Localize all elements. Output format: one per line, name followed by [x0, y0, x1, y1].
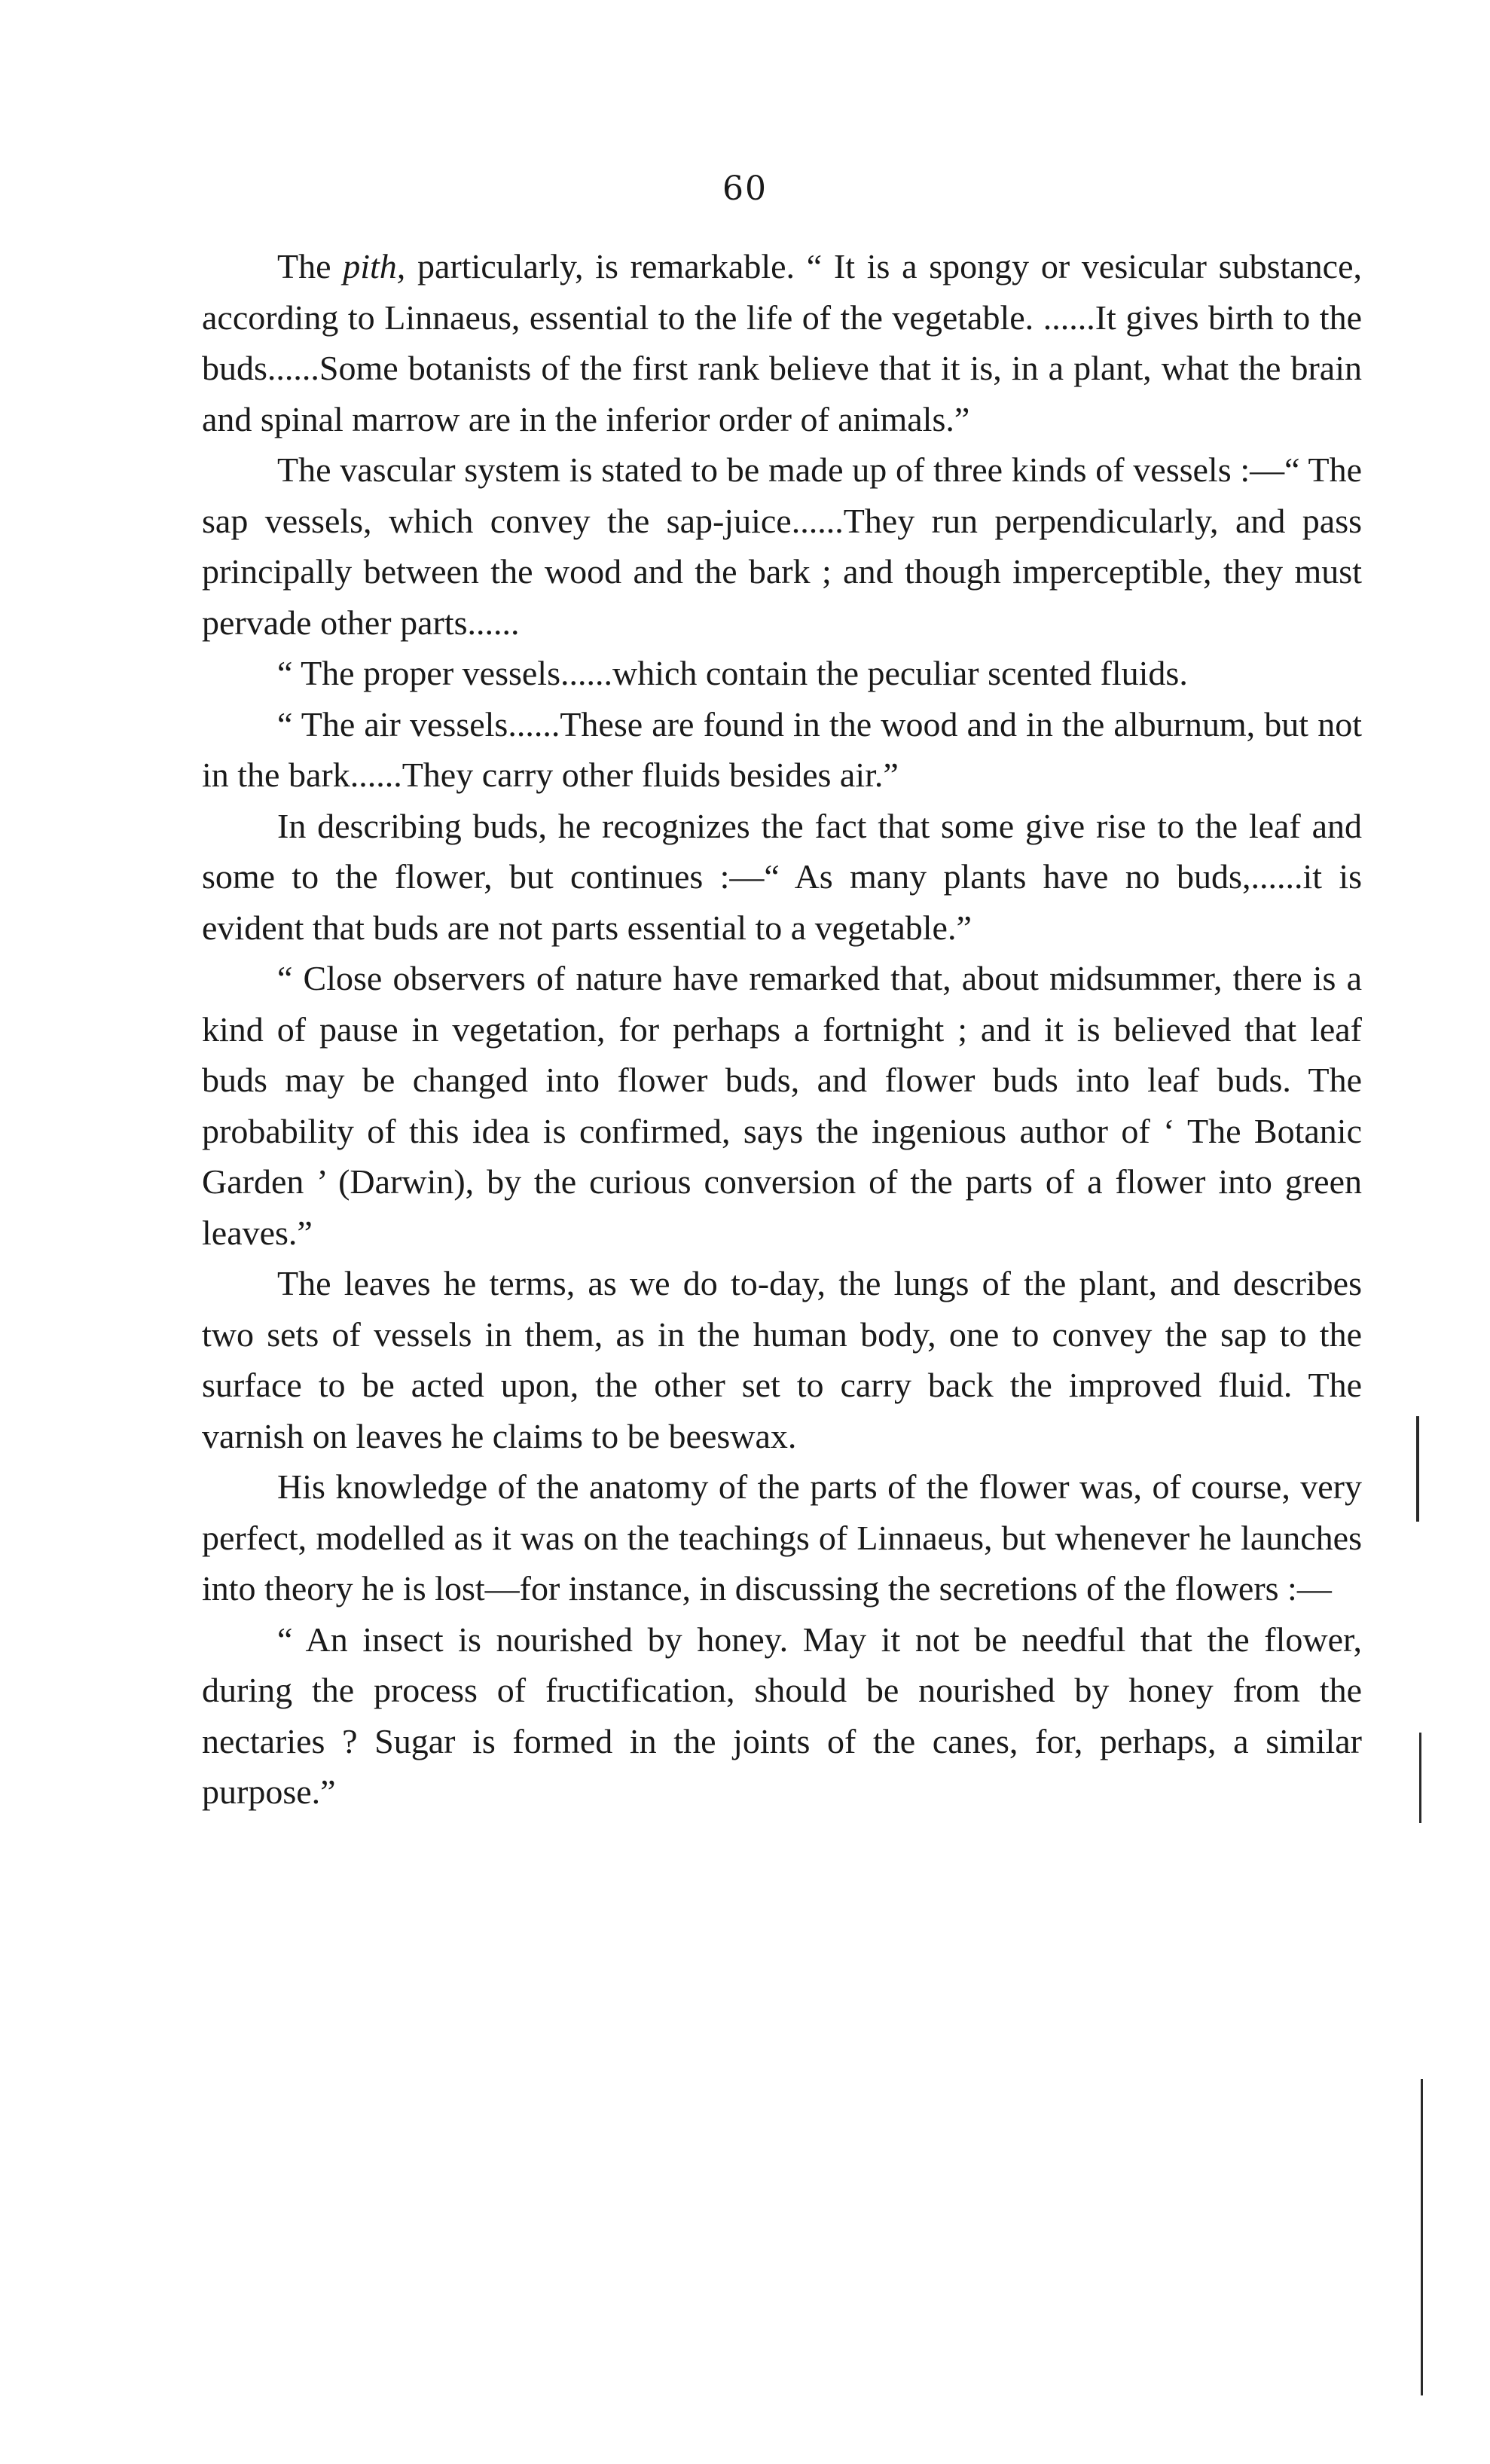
paragraph	[202, 241, 1362, 444]
paragraph-text: In describing buds, he recognizes the fact that some give rise to the leaf and some to the flower, but continues :—“ As many plants have no buds,......it is evident that buds are not parts essential to a vegetable.”	[202, 806, 1362, 947]
paragraph-text: The vascular system is stated to be made up of three kinds of vessels :—“ The sap vessels, which convey the sap-juice......They run perpendicularly, and pass principally between the wood and the bark ; and though imperceptible, they must pervade other parts......	[202, 450, 1362, 642]
paragraph	[202, 953, 1362, 1258]
paragraph	[202, 1614, 1362, 1818]
paragraph	[202, 648, 1362, 699]
paragraph-lead: The	[277, 247, 343, 285]
paragraph	[202, 1258, 1362, 1461]
scan-edge-mark	[1421, 2079, 1423, 2395]
paragraph-text: “ An insect is nourished by honey. May it not be needful that the flower, during the process of fructification, should be nourished by honey from the nectaries ? Sugar is formed in the joints of the canes, for, perhaps, a similar purpose.”	[202, 1620, 1362, 1811]
paragraph	[202, 444, 1362, 648]
paragraph-text: “ The proper vessels......which contain the peculiar scented fluids.	[277, 654, 1188, 692]
paragraph-text: His knowledge of the anatomy of the parts of the flower was, of course, very perfect, modelled as it was on the teachings of Linnaeus, but whenever he launches into theory he is lost—for instance, in discussing the secretions of the flowers :—	[202, 1467, 1362, 1608]
paragraph-text: The leaves he terms, as we do to-day, the lungs of the plant, and describes two sets of vessels in them, as in the human body, one to convey the sap to the surface to be acted upon, the other set to carry back the improved fluid. The varnish on leaves he claims to be beeswax.	[202, 1264, 1362, 1455]
body-text	[202, 241, 1362, 1818]
scan-edge-mark	[1416, 1416, 1419, 1522]
emphasized-term: pith,	[343, 247, 406, 285]
paragraph	[202, 699, 1362, 801]
page-number: 60	[722, 169, 768, 208]
paragraph	[202, 801, 1362, 954]
scan-edge-mark	[1419, 1733, 1421, 1823]
paragraph-text: particularly, is remarkable. “ It is a spongy or vesicular substance, according to Linnaeus, essential to the life of the vegetable. ......It gives birth to the buds......Some botanists of the first rank believe that it is, in a plant, what the brain and spinal marrow are in the inferior order of animals.”	[202, 247, 1363, 438]
paragraph-text: “ The air vessels......These are found in the wood and in the alburnum, but not in the bark......They carry other fluids besides air.”	[202, 704, 1362, 794]
paragraph	[202, 1461, 1362, 1614]
paragraph-text: “ Close observers of nature have remarked that, about midsummer, there is a kind of pause in vegetation, for perhaps a fortnight ; and it is believed that leaf buds may be changed into flower buds, and flower buds into leaf buds. The probability of this idea is confirmed, says the ingenious author of ‘ The Botanic Garden ’ (Darwin), by the curious conversion of the parts of a flower into green leaves.”	[202, 959, 1362, 1252]
